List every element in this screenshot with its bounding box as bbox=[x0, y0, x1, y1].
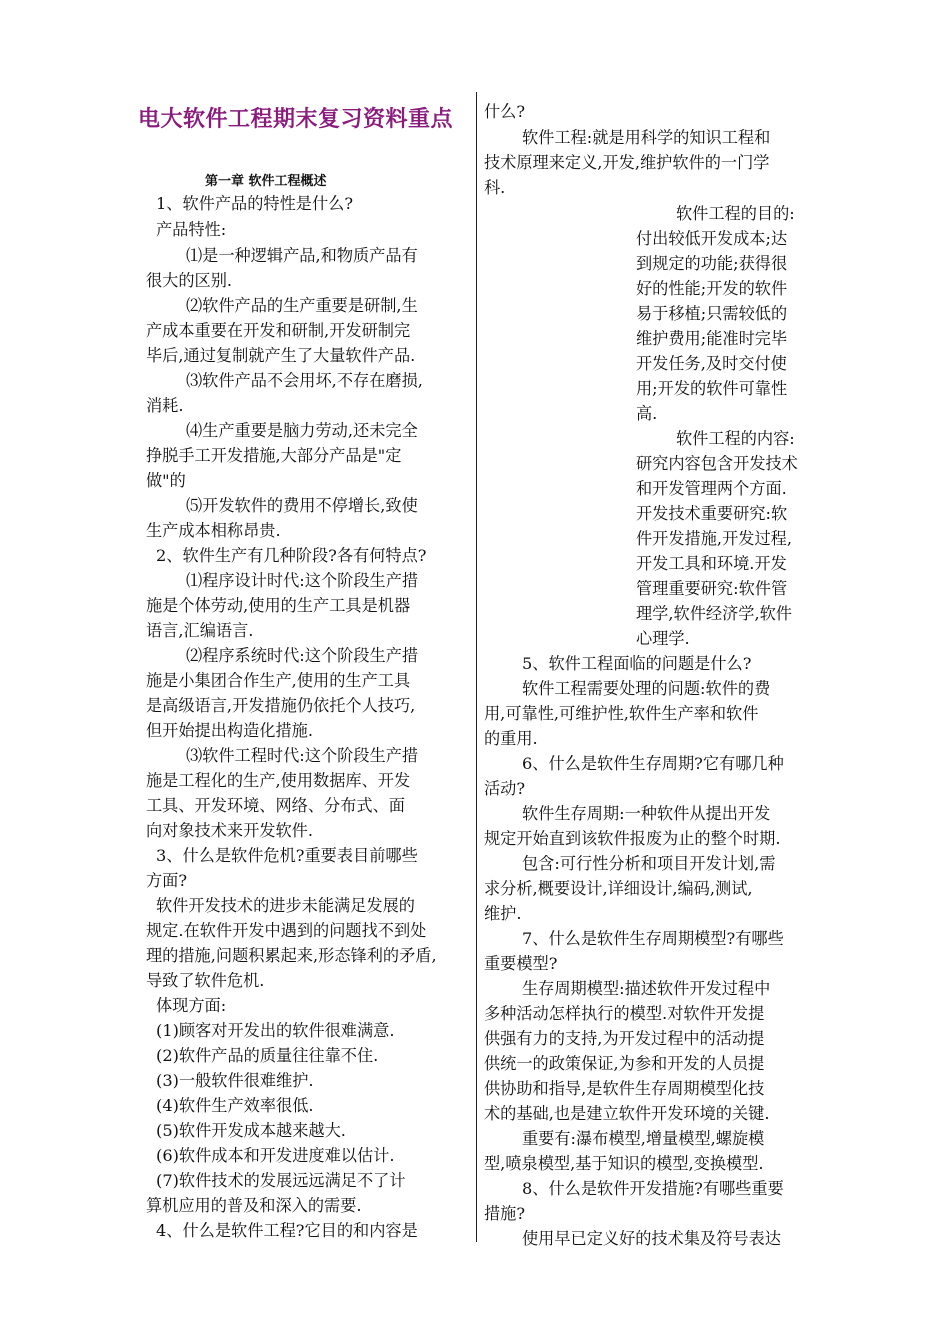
text-line: 和开发管理两个方面. bbox=[636, 479, 787, 498]
text-line: 研究内容包含开发技术 bbox=[636, 454, 798, 473]
text-line: 毕后,通过复制就产生了大量软件产品. bbox=[146, 346, 416, 365]
text-line: 产品特性: bbox=[156, 220, 227, 239]
text-line: 但开始提出构造化措施. bbox=[146, 721, 314, 740]
text-line: (3)一般软件很难维护. bbox=[156, 1071, 314, 1090]
text-line: 用;开发的软件可靠性 bbox=[636, 379, 788, 398]
text-line: (6)软件成本和开发进度难以估计. bbox=[156, 1146, 395, 1165]
text-line: 开发任务,及时交付使 bbox=[636, 354, 787, 373]
text-line: 什么? bbox=[484, 102, 526, 121]
text-line: 的重用. bbox=[484, 729, 538, 748]
text-line: 使用早已定义好的技术集及符号表达 bbox=[522, 1229, 781, 1248]
text-line: 重要模型? bbox=[484, 954, 558, 973]
text-line: 7、什么是软件生存周期模型?有哪些 bbox=[522, 929, 784, 948]
text-line: 向对象技术来开发软件. bbox=[146, 821, 314, 840]
text-line: 开发技术重要研究:软 bbox=[636, 504, 788, 523]
text-line: 多种活动怎样执行的模型.对软件开发提 bbox=[484, 1004, 765, 1023]
text-line: 挣脱手工开发措施,大部分产品是"定 bbox=[146, 446, 402, 465]
text-line: 规定开始直到该软件报废为止的整个时期. bbox=[484, 829, 781, 848]
text-line: 易于移植;只需较低的 bbox=[636, 304, 788, 323]
text-line: 求分析,概要设计,详细设计,编码,测试, bbox=[484, 879, 753, 898]
text-line: ⑶软件工程时代:这个阶段生产措 bbox=[186, 746, 419, 765]
text-line: 4、什么是软件工程?它目的和内容是 bbox=[156, 1221, 418, 1240]
text-line: 消耗. bbox=[146, 396, 184, 415]
text-line: 心理学. bbox=[636, 629, 690, 648]
text-line: 生存周期模型:描述软件开发过程中 bbox=[522, 979, 771, 998]
text-line: 很大的区别. bbox=[146, 271, 233, 290]
text-line: 管理重要研究:软件管 bbox=[636, 579, 788, 598]
text-line: 施是个体劳动,使用的生产工具是机器 bbox=[146, 596, 411, 615]
text-line: 重要有:瀑布模型,增量模型,螺旋模 bbox=[522, 1129, 765, 1148]
text-line: 理的措施,问题积累起来,形态锋利的矛盾, bbox=[146, 946, 437, 965]
text-line: 体现方面: bbox=[156, 996, 227, 1015]
text-line: (7)软件技术的发展远远满足不了计 bbox=[156, 1171, 406, 1190]
text-line: 高. bbox=[636, 404, 658, 423]
text-line: 供强有力的支持,为开发过程中的活动提 bbox=[484, 1029, 765, 1048]
text-line: 术的基础,也是建立软件开发环境的关键. bbox=[484, 1104, 770, 1123]
text-line: 1、软件产品的特性是什么? bbox=[156, 194, 354, 213]
text-line: 开发工具和环境.开发 bbox=[636, 554, 787, 573]
text-line: 维护. bbox=[484, 904, 522, 923]
text-line: 是高级语言,开发措施仍依托个人技巧, bbox=[146, 696, 416, 715]
text-line: 软件生存周期:一种软件从提出开发 bbox=[522, 804, 771, 823]
text-line: 供统一的政策保证,为参和开发的人员提 bbox=[484, 1054, 765, 1073]
text-line: ⑵程序系统时代:这个阶段生产措 bbox=[186, 646, 419, 665]
chapter-heading: 第一章 软件工程概述 bbox=[205, 174, 327, 189]
text-line: ⑵软件产品的生产重要是研制,生 bbox=[186, 296, 418, 315]
text-line: 好的性能;开发的软件 bbox=[636, 279, 788, 298]
text-line: 理学,软件经济学,软件 bbox=[636, 604, 792, 623]
text-line: 方面? bbox=[146, 871, 188, 890]
text-line: (4)软件生产效率很低. bbox=[156, 1096, 314, 1115]
text-line: 型,喷泉模型,基于知识的模型,变换模型. bbox=[484, 1154, 764, 1173]
text-line: ⑶软件产品不会用坏,不存在磨损, bbox=[186, 371, 423, 390]
text-line: 语言,汇编语言. bbox=[146, 621, 254, 640]
text-line: ⑷生产重要是脑力劳动,还未完全 bbox=[186, 421, 418, 440]
text-line: 6、什么是软件生存周期?它有哪几种 bbox=[522, 754, 784, 773]
text-line: 供协助和指导,是软件生存周期模型化技 bbox=[484, 1079, 765, 1098]
column-divider bbox=[476, 92, 477, 1242]
text-line: 规定.在软件开发中遇到的问题找不到处 bbox=[146, 921, 427, 940]
text-line: 付出较低开发成本;达 bbox=[636, 229, 788, 248]
text-line: 产成本重要在开发和研制,开发研制完 bbox=[146, 321, 411, 340]
text-line: 生产成本相称昂贵. bbox=[146, 521, 281, 540]
text-line: 包含:可行性分析和项目开发计划,需 bbox=[522, 854, 776, 873]
text-line: 措施? bbox=[484, 1204, 526, 1223]
text-line: ⑴是一种逻辑产品,和物质产品有 bbox=[186, 246, 418, 265]
text-line: 件开发措施,开发过程, bbox=[636, 529, 792, 548]
text-line: 施是工程化的生产,使用数据库、开发 bbox=[146, 771, 411, 790]
text-line: (5)软件开发成本越来越大. bbox=[156, 1121, 346, 1140]
text-line: 用,可靠性,可维护性,软件生产率和软件 bbox=[484, 704, 759, 723]
text-line: 3、什么是软件危机?重要表目前哪些 bbox=[156, 846, 418, 865]
text-line: 到规定的功能;获得很 bbox=[636, 254, 788, 273]
text-line: ⑴程序设计时代:这个阶段生产措 bbox=[186, 571, 419, 590]
text-line: 导致了软件危机. bbox=[146, 971, 265, 990]
text-line: 做"的 bbox=[146, 471, 186, 490]
text-line: 2、软件生产有几种阶段?各有何特点? bbox=[156, 546, 427, 565]
text-line: (1)顾客对开发出的软件很难满意. bbox=[156, 1021, 395, 1040]
text-line: 软件开发技术的进步未能满足发展的 bbox=[156, 896, 415, 915]
text-line: (2)软件产品的质量往往靠不住. bbox=[156, 1046, 379, 1065]
text-line: 科. bbox=[484, 178, 506, 197]
text-line: 活动? bbox=[484, 779, 526, 798]
text-line: 维护费用;能准时完毕 bbox=[636, 329, 788, 348]
text-line: 软件工程的内容: bbox=[676, 429, 795, 448]
text-line: 施是小集团合作生产,使用的生产工具 bbox=[146, 671, 411, 690]
text-line: ⑸开发软件的费用不停增长,致使 bbox=[186, 496, 418, 515]
text-line: 8、什么是软件开发措施?有哪些重要 bbox=[522, 1179, 784, 1198]
text-line: 软件工程的目的: bbox=[676, 204, 795, 223]
text-line: 工具、开发环境、网络、分布式、面 bbox=[146, 796, 405, 815]
text-line: 5、软件工程面临的问题是什么? bbox=[522, 654, 752, 673]
text-line: 软件工程:就是用科学的知识工程和 bbox=[522, 128, 771, 147]
text-line: 技术原理来定义,开发,维护软件的一门学 bbox=[484, 153, 770, 172]
text-line: 软件工程需要处理的问题:软件的费 bbox=[522, 679, 771, 698]
text-line: 算机应用的普及和深入的需要. bbox=[146, 1196, 362, 1215]
document-title: 电大软件工程期末复习资料重点 bbox=[138, 107, 454, 132]
